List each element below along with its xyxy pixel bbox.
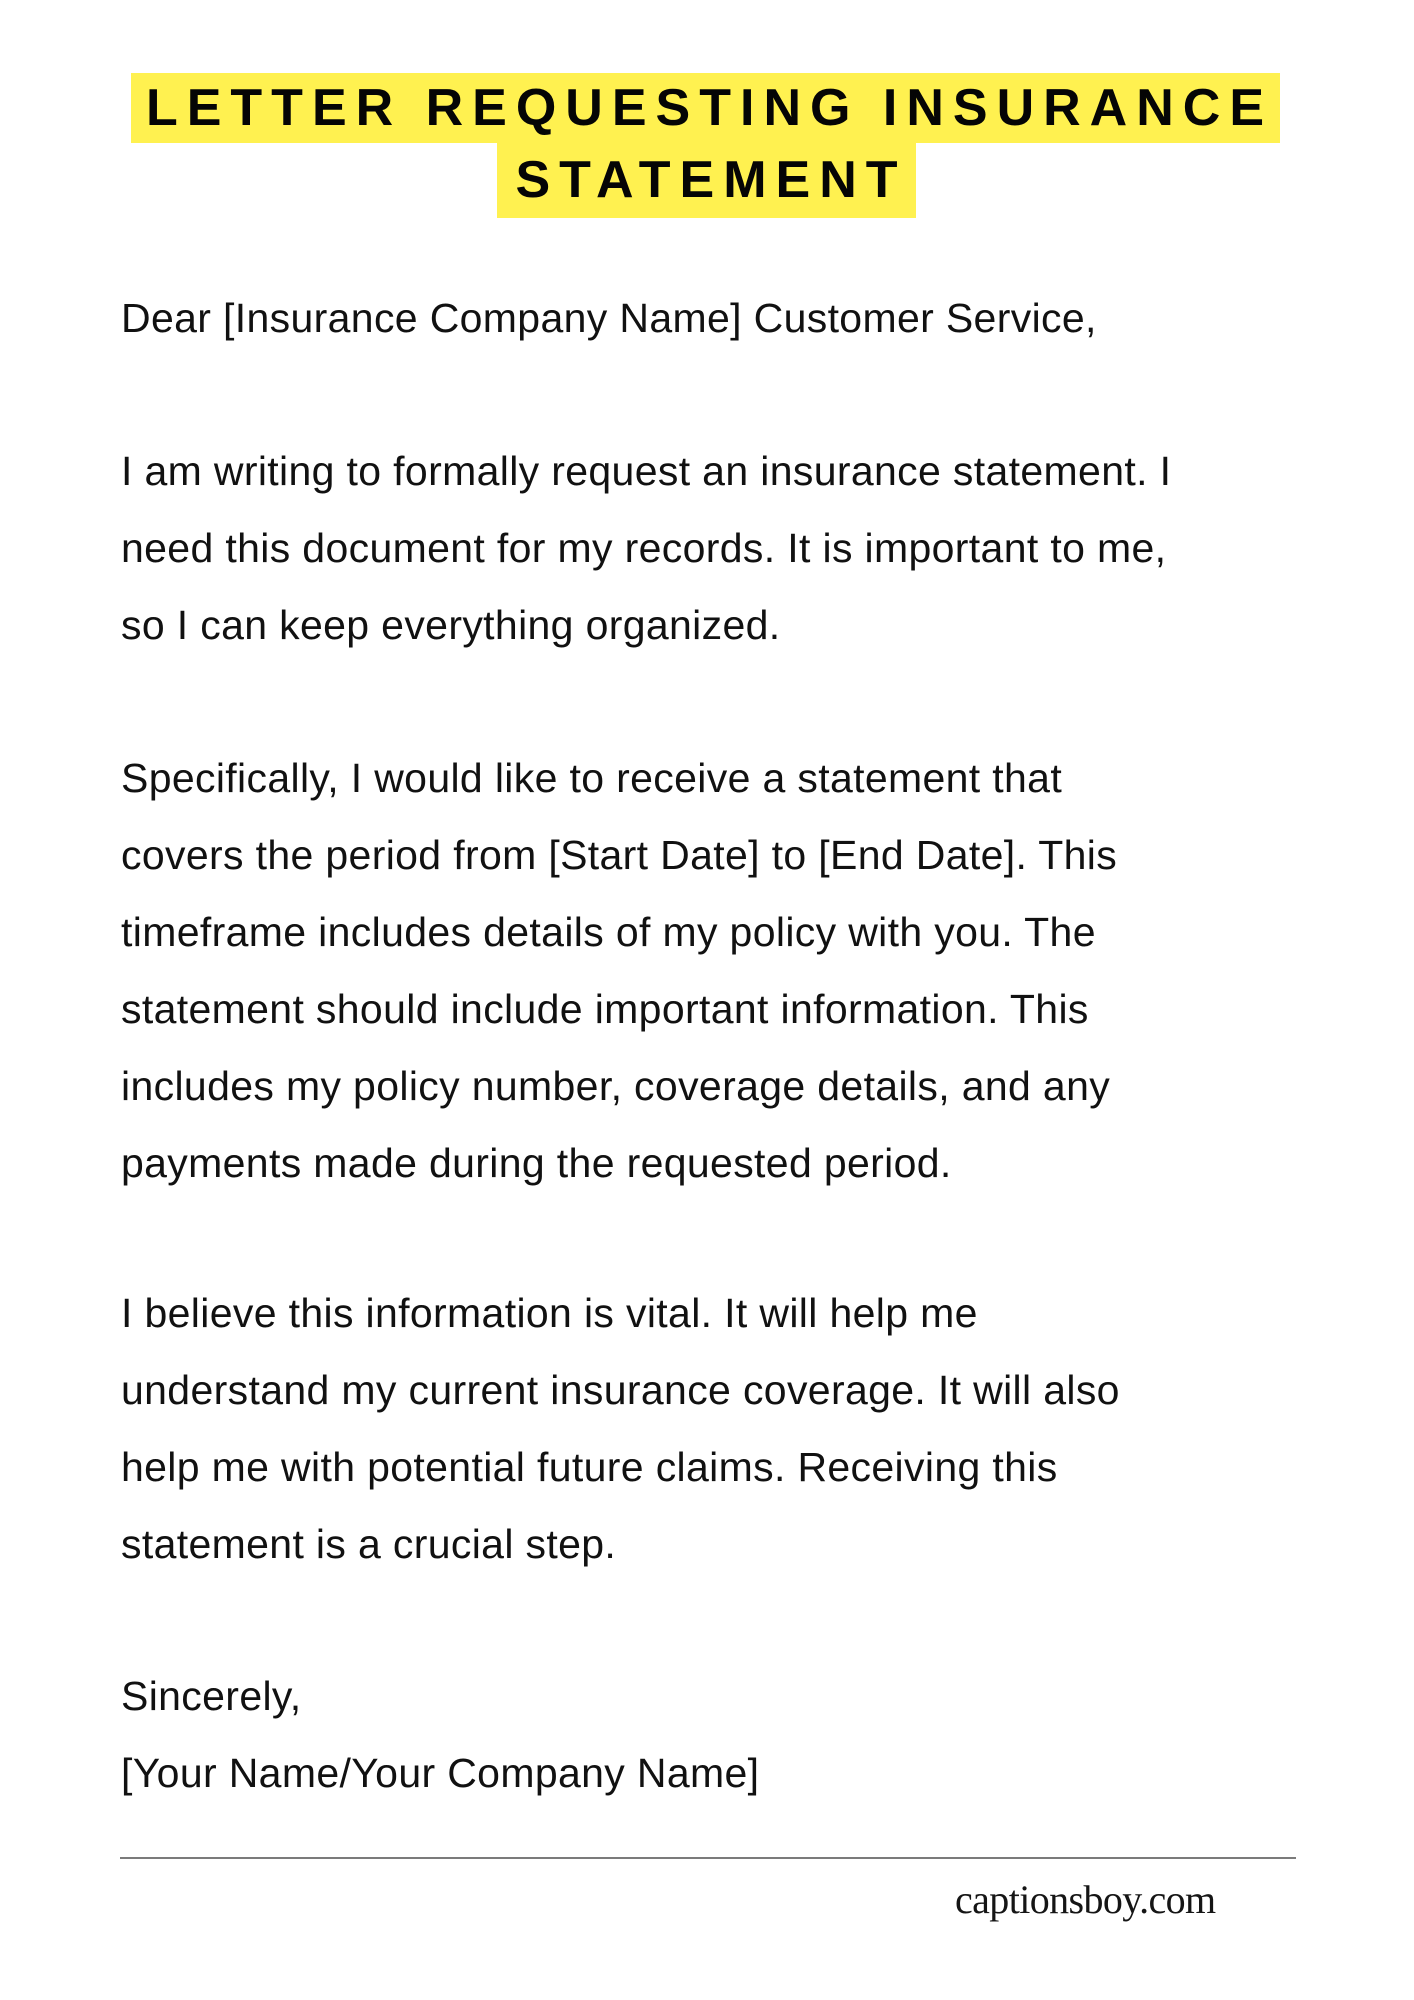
paragraph-request bbox=[121, 433, 1351, 664]
title-line-1 bbox=[0, 73, 1414, 143]
paragraph-line: so I can keep everything organized. bbox=[121, 602, 781, 648]
paragraph-details bbox=[121, 740, 1351, 1202]
paragraph-line: I believe this information is vital. It will help me bbox=[121, 1290, 978, 1336]
paragraph-line: help me with potential future claims. Receiving this bbox=[121, 1444, 1058, 1490]
paragraph-line: I am writing to formally request an insurance statement. I bbox=[121, 448, 1172, 494]
paragraph-line: statement should include important information. This bbox=[121, 986, 1089, 1032]
title-highlight-1: LETTER REQUESTING INSURANCE bbox=[131, 73, 1280, 143]
paragraph-line: statement is a crucial step. bbox=[121, 1521, 617, 1567]
footer-site-name: captionsboy.com bbox=[955, 1877, 1216, 1922]
paragraph-line: payments made during the requested period. bbox=[121, 1140, 952, 1186]
paragraph-line: need this document for my records. It is important to me, bbox=[121, 525, 1167, 571]
paragraph-line: understand my current insurance coverage. It will also bbox=[121, 1367, 1120, 1413]
greeting-line: Dear [Insurance Company Name] Customer Service, bbox=[121, 295, 1097, 341]
greeting bbox=[121, 280, 1351, 357]
paragraph-line: timeframe includes details of my policy with you. The bbox=[121, 909, 1096, 955]
letter-title bbox=[0, 73, 1414, 218]
footer-divider bbox=[120, 1857, 1296, 1859]
paragraph-line: includes my policy number, coverage details, and any bbox=[121, 1063, 1111, 1109]
paragraph-line: covers the period from [Start Date] to [End Date]. This bbox=[121, 832, 1118, 878]
title-line-2 bbox=[0, 143, 1414, 218]
signature: [Your Name/Your Company Name] bbox=[121, 1750, 760, 1796]
closing bbox=[121, 1658, 1351, 1812]
paragraph-line: Specifically, I would like to receive a statement that bbox=[121, 755, 1063, 801]
valediction: Sincerely, bbox=[121, 1673, 302, 1719]
paragraph-importance bbox=[121, 1275, 1351, 1583]
title-highlight-2: STATEMENT bbox=[497, 143, 916, 218]
